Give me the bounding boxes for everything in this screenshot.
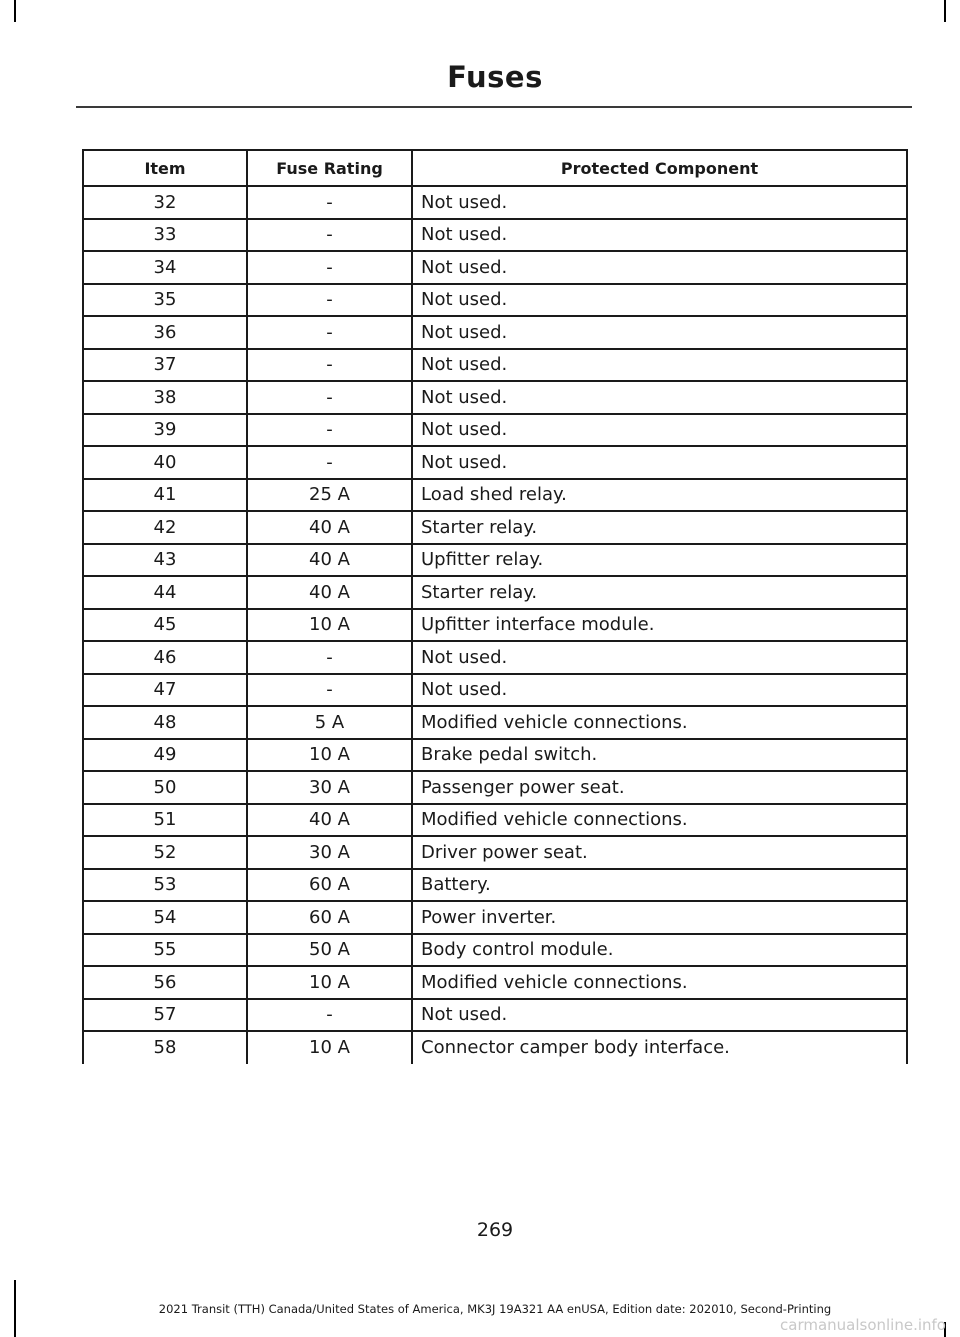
- edition-footer: 2021 Transit (TTH) Canada/United States of America, MK3J 19A321 AA enUSA, Edition date: 202010, Second-Printing: [158, 1302, 832, 1316]
- item-cell: 48: [83, 706, 247, 739]
- table-row: [83, 739, 907, 772]
- crop-mark-top-left: [14, 0, 16, 22]
- fuse-rating-cell: 40 A: [247, 511, 412, 544]
- protected-component-cell: Not used.: [412, 316, 907, 349]
- fuse-rating-cell: -: [247, 414, 412, 447]
- table-header-row: [83, 150, 907, 186]
- item-cell: 46: [83, 641, 247, 674]
- fuse-rating-cell: 30 A: [247, 771, 412, 804]
- item-cell: 49: [83, 739, 247, 772]
- protected-component-cell: Modified vehicle connections.: [412, 966, 907, 999]
- fuse-rating-cell: 40 A: [247, 804, 412, 837]
- table-row: [83, 251, 907, 284]
- protected-component-cell: Not used.: [412, 414, 907, 447]
- item-cell: 52: [83, 836, 247, 869]
- column-header-item: Item: [83, 150, 247, 186]
- fuse-rating-cell: 5 A: [247, 706, 412, 739]
- table-row: [83, 576, 907, 609]
- table-row: [83, 901, 907, 934]
- fuse-rating-cell: -: [247, 219, 412, 252]
- table-row: [83, 706, 907, 739]
- fuse-rating-cell: 30 A: [247, 836, 412, 869]
- fuse-rating-cell: -: [247, 446, 412, 479]
- fuse-rating-cell: -: [247, 284, 412, 317]
- protected-component-cell: Upfitter relay.: [412, 544, 907, 577]
- protected-component-cell: Not used.: [412, 641, 907, 674]
- protected-component-cell: Modified vehicle connections.: [412, 706, 907, 739]
- item-cell: 32: [83, 186, 247, 219]
- protected-component-cell: Load shed relay.: [412, 479, 907, 512]
- item-cell: 53: [83, 869, 247, 902]
- fuse-rating-cell: -: [247, 381, 412, 414]
- item-cell: 56: [83, 966, 247, 999]
- table-row: [83, 349, 907, 382]
- item-cell: 42: [83, 511, 247, 544]
- protected-component-cell: Not used.: [412, 999, 907, 1032]
- fuse-rating-cell: 10 A: [247, 1031, 412, 1064]
- table-row: [83, 316, 907, 349]
- item-cell: 40: [83, 446, 247, 479]
- table-row: [83, 284, 907, 317]
- item-cell: 47: [83, 674, 247, 707]
- item-cell: 41: [83, 479, 247, 512]
- item-cell: 54: [83, 901, 247, 934]
- table-row: [83, 641, 907, 674]
- protected-component-cell: Not used.: [412, 349, 907, 382]
- column-header-fuse-rating: Fuse Rating: [247, 150, 412, 186]
- fuse-rating-cell: 25 A: [247, 479, 412, 512]
- item-cell: 34: [83, 251, 247, 284]
- fuse-rating-cell: 60 A: [247, 869, 412, 902]
- item-cell: 35: [83, 284, 247, 317]
- table-row: [83, 771, 907, 804]
- fuse-rating-cell: -: [247, 251, 412, 284]
- table-row: [83, 836, 907, 869]
- item-cell: 45: [83, 609, 247, 642]
- protected-component-cell: Not used.: [412, 284, 907, 317]
- table-row: [83, 804, 907, 837]
- table-row: [83, 479, 907, 512]
- fuse-rating-cell: -: [247, 316, 412, 349]
- item-cell: 58: [83, 1031, 247, 1064]
- table-row: [83, 609, 907, 642]
- fuse-rating-cell: 60 A: [247, 901, 412, 934]
- table-row: [83, 999, 907, 1032]
- protected-component-cell: Starter relay.: [412, 576, 907, 609]
- protected-component-cell: Driver power seat.: [412, 836, 907, 869]
- item-cell: 43: [83, 544, 247, 577]
- protected-component-cell: Not used.: [412, 446, 907, 479]
- fuse-rating-cell: -: [247, 999, 412, 1032]
- table-row: [83, 869, 907, 902]
- item-cell: 39: [83, 414, 247, 447]
- table-row: [83, 511, 907, 544]
- table-row: [83, 414, 907, 447]
- table-row: [83, 186, 907, 219]
- fuse-rating-cell: 10 A: [247, 609, 412, 642]
- protected-component-cell: Not used.: [412, 674, 907, 707]
- protected-component-cell: Body control module.: [412, 934, 907, 967]
- fuse-rating-cell: 50 A: [247, 934, 412, 967]
- crop-mark-top-right: [944, 0, 946, 22]
- protected-component-cell: Power inverter.: [412, 901, 907, 934]
- item-cell: 33: [83, 219, 247, 252]
- column-header-protected-component: Protected Component: [412, 150, 907, 186]
- item-cell: 36: [83, 316, 247, 349]
- fuse-table: [82, 149, 908, 1064]
- protected-component-cell: Passenger power seat.: [412, 771, 907, 804]
- fuse-rating-cell: 40 A: [247, 576, 412, 609]
- protected-component-cell: Modified vehicle connections.: [412, 804, 907, 837]
- protected-component-cell: Starter relay.: [412, 511, 907, 544]
- protected-component-cell: Not used.: [412, 186, 907, 219]
- table-row: [83, 934, 907, 967]
- protected-component-cell: Not used.: [412, 219, 907, 252]
- protected-component-cell: Upfitter interface module.: [412, 609, 907, 642]
- page-number: 269: [476, 1219, 514, 1241]
- item-cell: 55: [83, 934, 247, 967]
- table-row: [83, 1031, 907, 1064]
- table-row: [83, 446, 907, 479]
- table-row: [83, 219, 907, 252]
- fuse-rating-cell: 10 A: [247, 966, 412, 999]
- fuse-rating-cell: -: [247, 349, 412, 382]
- page-title: Fuses: [447, 60, 543, 94]
- item-cell: 50: [83, 771, 247, 804]
- table-body: [83, 186, 907, 1064]
- fuse-rating-cell: -: [247, 641, 412, 674]
- fuse-rating-cell: -: [247, 674, 412, 707]
- watermark-text: carmanualsonline.info: [780, 1316, 946, 1334]
- protected-component-cell: Battery.: [412, 869, 907, 902]
- protected-component-cell: Not used.: [412, 251, 907, 284]
- item-cell: 38: [83, 381, 247, 414]
- item-cell: 51: [83, 804, 247, 837]
- item-cell: 37: [83, 349, 247, 382]
- table-row: [83, 381, 907, 414]
- item-cell: 44: [83, 576, 247, 609]
- protected-component-cell: Connector camper body interface.: [412, 1031, 907, 1064]
- table-row: [83, 674, 907, 707]
- fuse-rating-cell: 40 A: [247, 544, 412, 577]
- item-cell: 57: [83, 999, 247, 1032]
- fuse-rating-cell: -: [247, 186, 412, 219]
- table-row: [83, 966, 907, 999]
- protected-component-cell: Not used.: [412, 381, 907, 414]
- fuse-rating-cell: 10 A: [247, 739, 412, 772]
- title-divider: [76, 106, 912, 108]
- protected-component-cell: Brake pedal switch.: [412, 739, 907, 772]
- table-row: [83, 544, 907, 577]
